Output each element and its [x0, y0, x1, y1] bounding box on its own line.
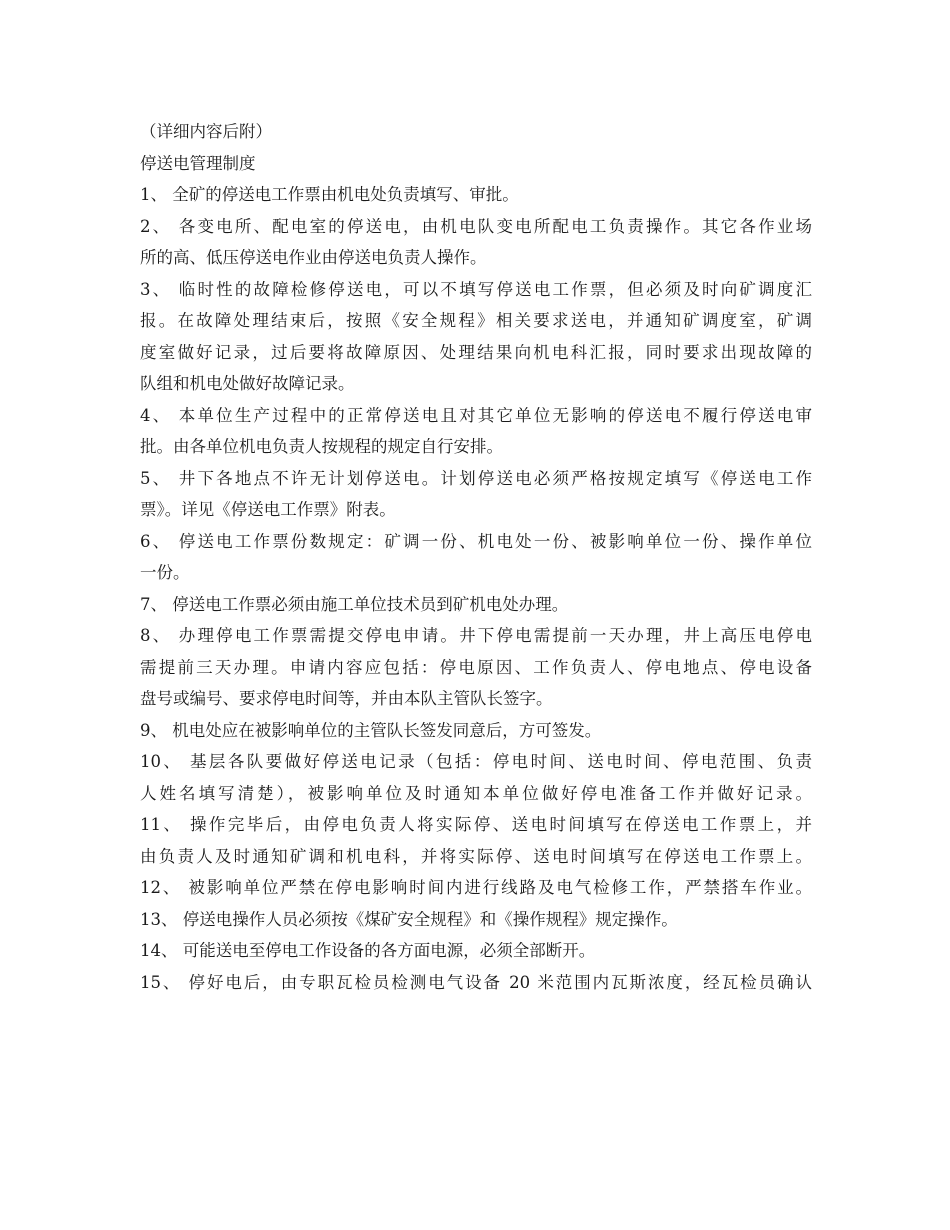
- text-line: 一份。: [140, 563, 190, 582]
- text-line: （详细内容后附）: [140, 122, 272, 141]
- text-line: 4、 本单位生产过程中的正常停送电且对其它单位无影响的停送电不履行停送电审: [140, 405, 812, 425]
- text-line: 15、 停好电后，由专职瓦检员检测电气设备 20 米范围内瓦斯浓度，经瓦检员确认: [140, 972, 812, 992]
- text-line: 票》。详见《停送电工作票》附表。: [140, 500, 396, 519]
- text-line: 9、 机电处应在被影响单位的主管队长签发同意后，方可签发。: [140, 720, 602, 740]
- text-line: 度室做好记录，过后要将故障原因、处理结果向机电科汇报，同时要求出现故障的: [140, 342, 812, 362]
- text-line: 队组和机电处做好故障记录。: [140, 374, 355, 393]
- text-line: 人姓名填写清楚），被影响单位及时通知本单位做好停电准备工作并做好记录。: [140, 783, 812, 803]
- text-line: 12、 被影响单位严禁在停电影响时间内进行线路及电气检修工作，严禁搭车作业。: [140, 878, 812, 897]
- text-line: 8、 办理停电工作票需提交停电申请。井下停电需提前一天办理，井上高压电停电: [140, 626, 812, 645]
- text-line: 3、 临时性的故障检修停送电，可以不填写停送电工作票，但必须及时向矿调度汇: [140, 279, 812, 299]
- text-line: 报。在故障处理结束后，按照《安全规程》相关要求送电，并通知矿调度室，矿调: [140, 311, 812, 330]
- text-line: 2、 各变电所、配电室的停送电，由机电队变电所配电工负责操作。其它各作业场: [140, 216, 812, 236]
- text-line: 盘号或编号、要求停电时间等，并由本队主管队长签字。: [140, 689, 553, 708]
- text-line: 5、 井下各地点不许无计划停送电。计划停送电必须严格按规定填写《停送电工作: [140, 468, 812, 488]
- text-line: 6、 停送电工作票份数规定：矿调一份、机电处一份、被影响单位一份、操作单位: [140, 531, 812, 551]
- text-line: 批。由各单位机电负责人按规程的规定自行安排。: [140, 437, 503, 456]
- text-line: 1、 全矿的停送电工作票由机电处负责填写、审批。: [140, 185, 519, 204]
- document-body: [140, 116, 812, 998]
- text-line: 7、 停送电工作票必须由施工单位技术员到矿机电处办理。: [140, 594, 569, 614]
- text-line: 13、 停送电操作人员必须按《煤矿安全规程》和《操作规程》规定操作。: [140, 909, 678, 929]
- text-line: 由负责人及时通知矿调和机电科，并将实际停、送电时间填写在停送电工作票上。: [140, 846, 812, 866]
- text-line: 所的高、低压停送电作业由停送电负责人操作。: [140, 248, 487, 267]
- text-line: 10、 基层各队要做好停送电记录（包括：停电时间、送电时间、停电范围、负责: [140, 752, 812, 771]
- text-line: 14、 可能送电至停电工作设备的各方面电源，必须全部断开。: [140, 941, 596, 960]
- text-line: 需提前三天办理。申请内容应包括：停电原因、工作负责人、停电地点、停电设备: [140, 657, 812, 677]
- text-line: 11、 操作完毕后，由停电负责人将实际停、送电时间填写在停送电工作票上，并: [140, 815, 812, 834]
- section-title: 停送电管理制度: [140, 153, 256, 173]
